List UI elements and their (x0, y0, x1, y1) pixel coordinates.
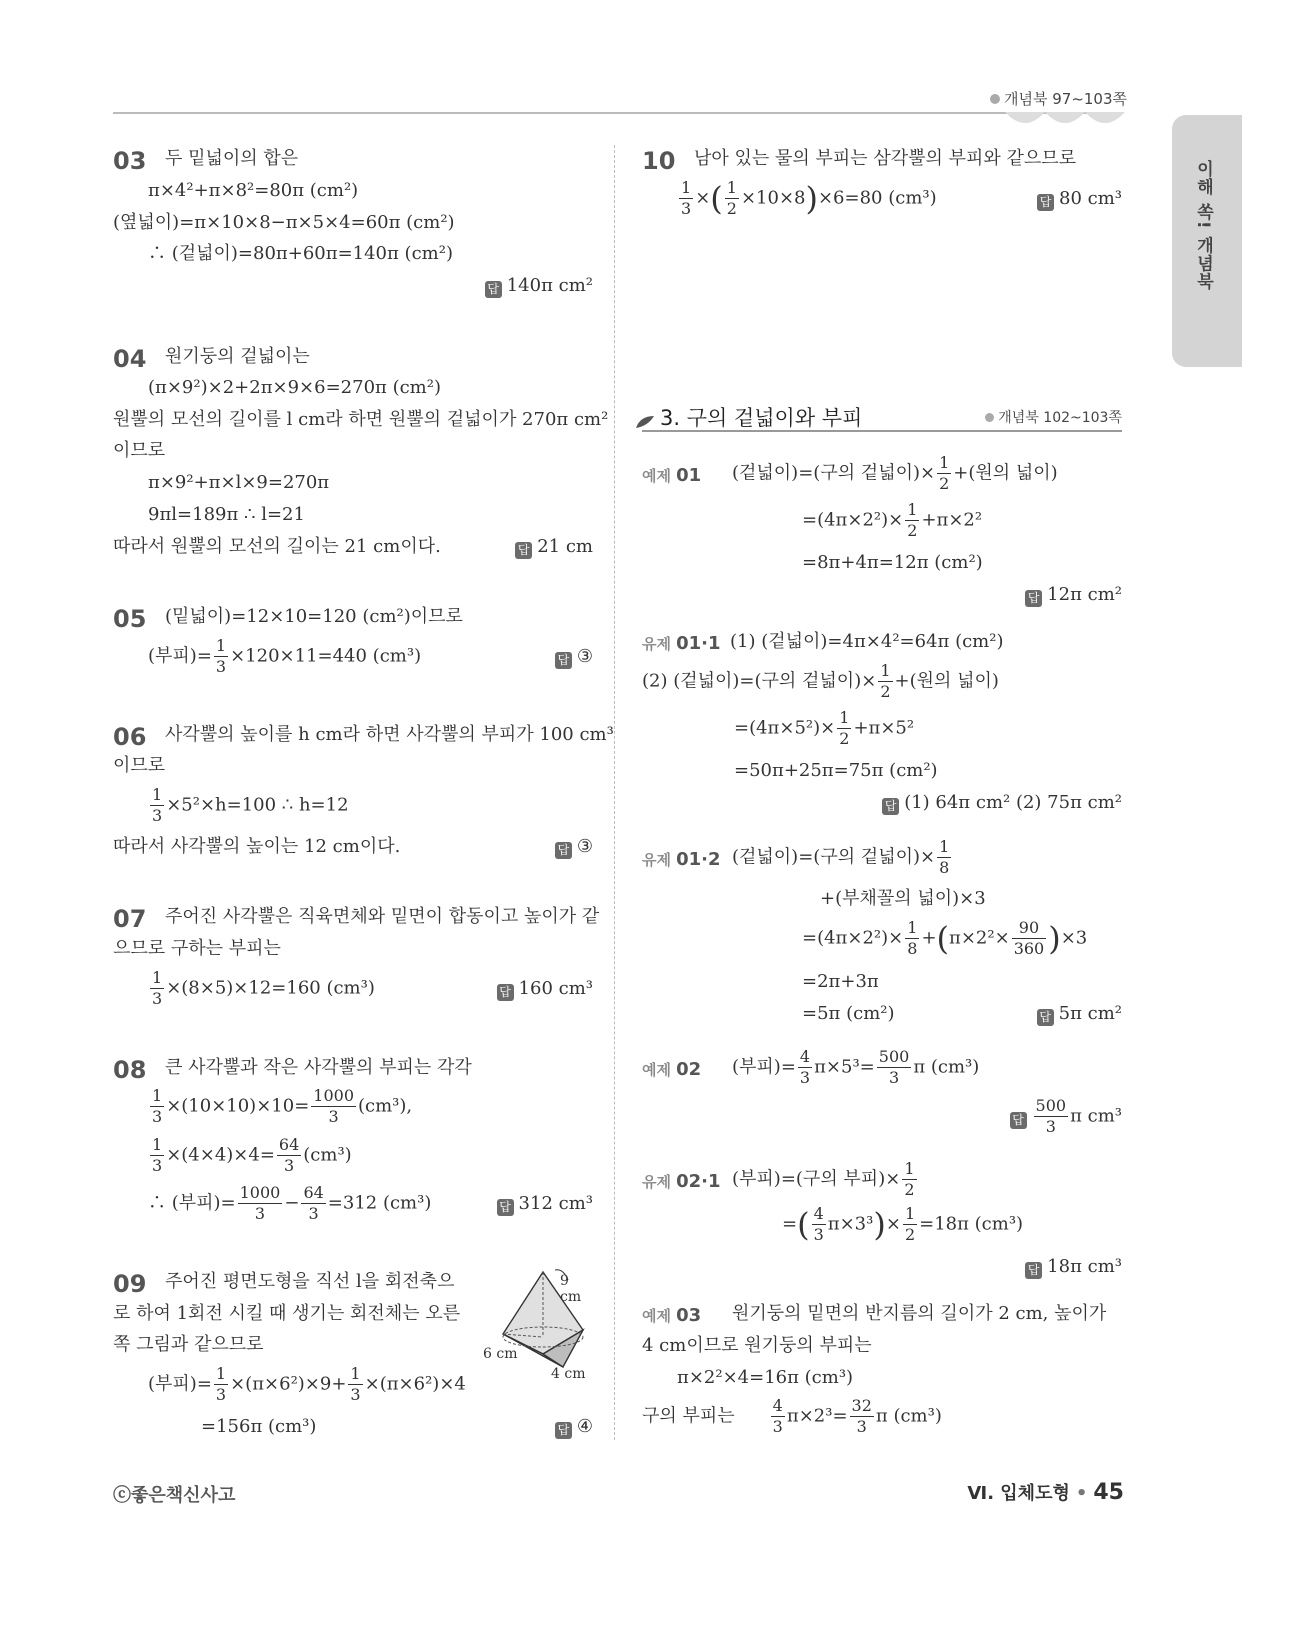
fig-label-bottom: 4 cm (551, 1366, 586, 1382)
fraction: $\frac{1}{8}$ (939, 837, 950, 877)
fraction: $\frac{1}{2}$ (939, 453, 950, 493)
text-line: =2π+3π (802, 971, 879, 992)
text-line: 남아 있는 물의 부피는 삼각뿔의 부피와 같으므로 (694, 148, 1077, 169)
answer-icon: 답 (485, 281, 502, 298)
exercise-label: 유제 01·1 (642, 633, 721, 654)
fraction: $\frac{4}{3}$ (799, 1047, 811, 1087)
text-line: 따라서 원뿔의 모선의 길이는 21 cm이다. (113, 536, 441, 557)
text-line: +(부채꼴의 넓이)×3 (820, 888, 986, 909)
section-title: 3. 구의 겉넓이와 부피 (660, 406, 863, 430)
formula-line: 구의 부피는 $\frac{4}{3}$ π×2³= $\frac{32}{3}$ π (cm³) (642, 1396, 942, 1436)
text-line: 쪽 그림과 같으므로 (113, 1334, 264, 1355)
formula-line: (부피)= $\frac{1}{3}$ ×(π×6²)×9+ $\frac{1}{3}$ ×(π×6²)×4 (148, 1364, 466, 1404)
fraction: $\frac{90}{360}$ (1013, 918, 1045, 958)
text-line: =5π (cm²) (802, 1003, 895, 1024)
answer: 답 ④ (555, 1418, 593, 1439)
text-line: 두 밑넓이의 합은 (165, 148, 299, 169)
answer-icon: 답 (497, 984, 514, 1001)
exercise-label: 유제 01·2 (642, 849, 721, 870)
text-line: 원기둥의 밑면의 반지름의 길이가 2 cm, 높이가 (732, 1303, 1107, 1324)
fraction: $\frac{64}{3}$ (278, 1135, 300, 1175)
header-ref: 개념북 97~103쪽 (990, 88, 1127, 109)
answer: 답 12π cm² (1025, 586, 1122, 607)
fraction: $\frac{1000}{3}$ (239, 1183, 281, 1223)
text-line: =156π (cm³) (201, 1416, 317, 1437)
text-line: 원뿔의 모선의 길이를 l cm라 하면 원뿔의 겉넓이가 270π cm² (113, 409, 609, 430)
fraction: $\frac{1}{3}$ (152, 1135, 163, 1175)
text-line: (밑넓이)=12×10=120 (cm²)이므로 (165, 606, 463, 627)
text-line: 따라서 사각뿔의 높이는 12 cm이다. (113, 836, 401, 857)
answer: 답 18π cm³ (1025, 1258, 1122, 1279)
fraction: $\frac{1}{3}$ (215, 1364, 227, 1404)
leaf-icon (634, 414, 656, 430)
fraction: $\frac{1}{2}$ (904, 1159, 915, 1199)
text-line: (옆넓이)=π×10×8−π×5×4=60π (cm²) (113, 212, 455, 233)
text-line: 원기둥의 겉넓이는 (165, 346, 310, 367)
text-line: π×4²+π×8²=80π (cm²) (148, 180, 359, 201)
answer-icon: 답 (555, 842, 572, 859)
fraction: $\frac{500}{3}$ (1035, 1096, 1067, 1136)
fraction: $\frac{4}{3}$ (813, 1204, 824, 1244)
answer-icon: 답 (515, 542, 532, 559)
answer-icon: 답 (1025, 1262, 1042, 1279)
formula-line: (겉넓이)=(구의 겉넓이)× $\frac{1}{8}$ (732, 837, 950, 877)
answer: 답 5π cm² (1037, 1005, 1122, 1026)
answer-icon: 답 (1010, 1112, 1027, 1129)
right-column (642, 0, 1122, 1651)
formula-line: (부피)= $\frac{1}{3}$ ×120×11=440 (cm³) (148, 636, 422, 676)
formula-line: =(4π×5²)× $\frac{1}{2}$ +π×5² (734, 708, 915, 748)
side-tab-label: 이해 쏙! 개념북 (1193, 160, 1213, 291)
text-line: 4 cm이므로 원기둥의 부피는 (642, 1335, 872, 1356)
answer-icon: 답 (1037, 194, 1054, 211)
answer: 답 21 cm (515, 538, 593, 559)
text-line: π×9²+π×l×9=270π (148, 472, 330, 493)
problem-number: 07 (113, 905, 147, 933)
fraction: $\frac{1}{8}$ (907, 918, 918, 958)
formula-line: =(4π×2²)× $\frac{1}{2}$ +π×2² (802, 500, 983, 540)
text-line: 9πl=189π ∴ l=21 (148, 504, 305, 525)
footer-chapter: Ⅵ. 입체도형 • 45 (967, 1480, 1124, 1505)
page-number: 45 (1093, 1480, 1124, 1505)
text-line: 로 하여 1회전 시킬 때 생기는 회전체는 오른 (113, 1303, 461, 1324)
fraction: $\frac{1}{2}$ (907, 500, 918, 540)
problem-number: 03 (113, 147, 147, 175)
problem-number: 06 (113, 723, 147, 751)
text-line: 주어진 평면도형을 직선 l을 회전축으 (165, 1271, 455, 1292)
text-line: 이므로 (113, 440, 166, 461)
text-line: (π×9²)×2+2π×9×6=270π (cm²) (148, 377, 441, 398)
fraction: $\frac{32}{3}$ (851, 1396, 872, 1436)
answer-icon: 답 (882, 798, 899, 815)
formula-line: ∴ (부피)= $\frac{1000}{3}$ − $\frac{64}{3}$ =312 (cm³) (148, 1183, 432, 1223)
fraction: $\frac{4}{3}$ (772, 1396, 783, 1436)
text-line: π×2²×4=16π (cm³) (677, 1367, 854, 1388)
text-line: 사각뿔의 높이를 h cm라 하면 사각뿔의 부피가 100 cm³ (165, 724, 614, 745)
formula-line: $\frac{1}{3}$ ×(10×10)×10= $\frac{1000}{3}$ (cm³), (152, 1086, 413, 1126)
formula-line: (2) (겉넓이)=(구의 겉넓이)× $\frac{1}{2}$ +(원의 넓이) (642, 661, 999, 701)
answer-icon: 답 (1025, 590, 1042, 607)
answer: 답 312 cm³ (497, 1195, 593, 1216)
fraction: $\frac{1}{3}$ (350, 1364, 361, 1404)
answer-icon: 답 (555, 1422, 572, 1439)
text-line: 이므로 (113, 755, 166, 776)
text-line: =50π+25π=75π (cm²) (734, 760, 938, 781)
text-line: 주어진 사각뿔은 직육면체와 밑면이 합동이고 높이가 같 (165, 906, 600, 927)
formula-line: (부피)= $\frac{4}{3}$ π×5³= $\frac{500}{3}$ π (cm³) (732, 1047, 980, 1087)
answer-icon: 답 (497, 1199, 514, 1216)
problem-number: 08 (113, 1056, 147, 1084)
answer: 답 140π cm² (485, 277, 593, 298)
section-rule (642, 430, 1122, 432)
answer-icon: 답 (1037, 1009, 1054, 1026)
column-divider (614, 145, 615, 1440)
problem-number: 09 (113, 1270, 147, 1298)
example-label: 예제 03 (642, 1305, 702, 1326)
section-ref: 개념북 102~103쪽 (985, 407, 1122, 427)
fig-label-left: 6 cm (483, 1346, 518, 1362)
fraction: $\frac{64}{3}$ (303, 1183, 324, 1223)
answer: 답 $\frac{500}{3}$ π cm³ (1010, 1098, 1122, 1135)
answer: 답 160 cm³ (497, 980, 593, 1001)
fraction: $\frac{1}{3}$ (152, 1086, 163, 1126)
text-line: (1) (겉넓이)=4π×4²=64π (cm²) (730, 631, 1004, 652)
fraction: $\frac{1}{3}$ (152, 968, 163, 1008)
footer-publisher: ⓒ좋은책신사고 (113, 1485, 236, 1506)
problem-number: 05 (113, 605, 147, 633)
formula-line: =( $\frac{4}{3}$ π×3³)× $\frac{1}{2}$ =18π (cm³) (782, 1204, 1024, 1244)
fraction: $\frac{1}{3}$ (215, 636, 227, 676)
formula-line: (부피)=(구의 부피)× $\frac{1}{2}$ (732, 1159, 915, 1199)
fraction: $\frac{1}{2}$ (839, 708, 850, 748)
problem-number: 04 (113, 345, 147, 373)
text-line: =8π+4π=12π (cm²) (802, 552, 983, 573)
fraction: $\frac{1000}{3}$ (313, 1086, 354, 1126)
example-label: 예제 02 (642, 1059, 702, 1080)
formula-line: $\frac{1}{3}$ ×5²×h=100 ∴ h=12 (152, 785, 349, 825)
left-column (113, 0, 614, 1651)
fraction: $\frac{500}{3}$ (878, 1047, 910, 1087)
problem-number: 10 (642, 147, 676, 175)
fraction: $\frac{1}{2}$ (904, 1204, 916, 1244)
answer: 답 ③ (555, 838, 593, 859)
text-line: ∴ (겉넓이)=80π+60π=140π (cm²) (148, 243, 453, 264)
exercise-label: 유제 02·1 (642, 1171, 721, 1192)
text-line: 큰 사각뿔과 작은 사각뿔의 부피는 각각 (165, 1057, 472, 1078)
formula-line: =(4π×2²)× $\frac{1}{8}$ +(π×2²× $\frac{90}{360}$ )×3 (802, 918, 1088, 958)
fraction: $\frac{1}{3}$ (681, 178, 692, 218)
text-line: 으므로 구하는 부피는 (113, 938, 281, 959)
formula-line: $\frac{1}{3}$ ×( $\frac{1}{2}$ ×10×8)×6=80 (cm³) (681, 178, 937, 218)
answer: 답 ③ (555, 648, 593, 669)
fraction: $\frac{1}{3}$ (152, 785, 163, 825)
formula-line: $\frac{1}{3}$ ×(8×5)×12=160 (cm³) (152, 968, 375, 1008)
answer-icon: 답 (555, 652, 572, 669)
fraction: $\frac{1}{2}$ (880, 661, 891, 701)
formula-line: $\frac{1}{3}$ ×(4×4)×4= $\frac{64}{3}$ (cm³) (152, 1135, 352, 1175)
answer: 답 80 cm³ (1037, 190, 1122, 211)
answer: 답 (1) 64π cm² (2) 75π cm² (882, 794, 1122, 815)
fraction: $\frac{1}{2}$ (726, 178, 737, 218)
fig-label-top: 9 cm (560, 1273, 582, 1305)
formula-line: (겉넓이)=(구의 겉넓이)× $\frac{1}{2}$ +(원의 넓이) (732, 453, 1058, 493)
example-label: 예제 01 (642, 465, 702, 486)
bullet-icon (985, 413, 994, 422)
